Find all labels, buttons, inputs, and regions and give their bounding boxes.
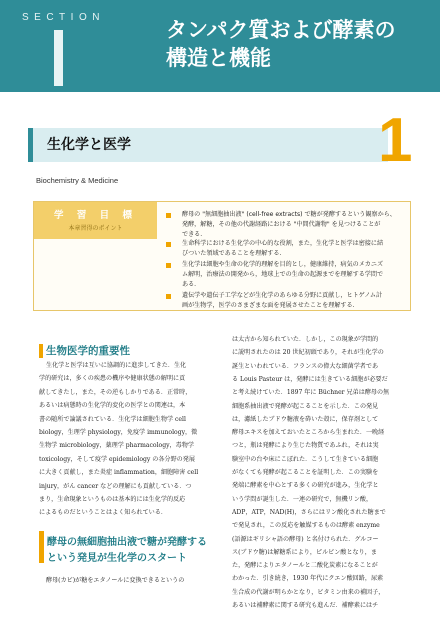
body-text-line: 酵母(カビ)が糖をエタノールに変換できるというの <box>46 577 185 584</box>
objective-line: 遺伝学や遺伝子工学などが生化学のあらゆる分野に貢献し，ヒトゲノム計 <box>182 292 383 299</box>
body-text-line: 酵母エキスを加えておいたところから生まれた．一晩経 <box>232 429 385 437</box>
body-text-line: 生合成の代謝が明らかとなり，ビタミン由来の補因子， <box>232 588 385 596</box>
section-label: SECTION <box>22 12 105 23</box>
body-text-line: で発見され，この反応を触媒するものは酵素 enzyme <box>232 522 380 530</box>
square-bullet-icon <box>166 294 171 299</box>
body-text-line: つと，瓶は発酵により生じた物質であふれ，それは実 <box>232 442 379 450</box>
objective-line: ム解明，治療法の開発から，地球上での生命の起源までを理解する学問で <box>182 271 384 278</box>
section-header <box>0 0 440 92</box>
objective-line: 生化学は細胞や生命の化学的理解を目的とし，健康維持，病気のメカニズ <box>182 261 384 268</box>
chapter-english-title: Biochemistry & Medicine <box>36 176 119 185</box>
body-text-line: ス(ブドウ糖)は解糖系により，ピルビン酸となり，ま <box>232 548 377 556</box>
body-text-line: あるいは病態時の生化学的変化の医学との関連は，本 <box>39 402 186 410</box>
body-text-line: た，発酵によりエタノールと二酸化炭素になることが <box>232 562 378 570</box>
body-text-line: によるものだということはよく知られている． <box>39 509 167 517</box>
objectives-subtitle: 本章習得のポイント <box>68 225 123 232</box>
body-text-line: 細胞系抽出液で発酵が起こることを示した．この発見 <box>232 402 379 410</box>
chapter-title: 生化学と医学 <box>47 137 131 153</box>
chapter-number: 1 <box>378 106 413 175</box>
square-bullet-icon <box>166 263 171 268</box>
body-text-line: わかった．引き続き，1930 年代にクエン酸回路，尿素 <box>232 575 384 583</box>
heading-accent-bar <box>39 344 43 358</box>
subheading-line1: 酵母の無細胞抽出液で糖が発酵する <box>47 537 207 548</box>
body-text-line: に説明されたのは 20 世紀初頭であり，それが生化学の <box>232 349 384 357</box>
body-text-line: biology，生理学 physiology，免疫学 immunology，微 <box>39 429 198 436</box>
objective-item <box>166 239 412 259</box>
section-title-line1: タンパク質および酵素の <box>166 18 396 42</box>
section-title-line2: 構造と機能 <box>166 46 271 70</box>
body-text-line: に大きく貢献し，また炎症 inflammation，細胞障害 cell <box>39 469 199 477</box>
section-roman-numeral <box>54 30 63 86</box>
body-text-line: まり，生命現象というものは基本的には生化学的反応 <box>39 496 186 503</box>
body-text-line: toxicology，そして疫学 epidemiology の各分野の発展 <box>39 455 195 463</box>
subheading-line2: という発見が生化学のスタート <box>47 553 187 564</box>
objective-line: できる. <box>182 231 203 238</box>
body-text-line: 発端に酵素を中心とする多くの研究が進み，生化学と <box>232 482 379 490</box>
objective-line: 酵母の "無細胞抽出液" (cell-free extracts) で糖が発酵するという観察から、 <box>182 211 396 218</box>
body-text-line: 験室中の台や床にこぼれた．こうして生きている細胞 <box>232 455 379 463</box>
subheading-accent-bar <box>39 531 44 563</box>
body-text-line: 生化学と医学は互いに協調的に進歩してきた．生化 <box>46 362 187 369</box>
body-text-line: 献してきたし，また，その逆もしかりである．正常時， <box>39 388 192 396</box>
body-text-line: 生物学 microbiology，薬理学 pharmacology，毒物学 <box>39 442 194 450</box>
body-text-line: いう学問が誕生した．一連の研究で，無機リン酸， <box>232 495 373 503</box>
objective-line: ある. <box>182 281 197 288</box>
chapter-title-bar <box>28 128 388 162</box>
body-text-line: と考え続けていた．1897 年に Büchner 兄弟は酵母の無 <box>232 389 390 397</box>
section-heading: 生物医学的重要性 <box>46 345 130 357</box>
objectives-title: 学 習 目 標 <box>54 210 137 221</box>
body-text-line: 書の随所で論議されている．生化学は細胞生物学 cell <box>39 415 186 423</box>
learning-objectives-box <box>33 201 411 311</box>
body-text-line: がなくても発酵が起こることを証明した．この実験を <box>232 469 379 476</box>
square-bullet-icon <box>166 242 171 247</box>
objective-item <box>166 260 412 290</box>
square-bullet-icon <box>166 213 171 218</box>
body-text-line: 誕生といわれている．フランスの偉大な細菌学者であ <box>232 362 379 370</box>
objectives-label <box>34 202 157 239</box>
objective-line: 画が生物学，医学のさまざまな面を発展させたことを理解する. <box>182 302 355 309</box>
objective-line: びついた領域であることを理解する. <box>182 250 282 257</box>
objective-line: 発酵，解糖，その他の代謝経路における "中間代謝物" を見つけることが <box>182 221 381 228</box>
body-text-line: は，濾紙したブドウ糖液を砕いた殻に，保存剤として <box>232 415 379 423</box>
objective-item <box>166 210 412 240</box>
body-text-line: injury，がん cancer などの理解にも貢献している．つ <box>39 482 192 490</box>
objective-line: 生命科学における生化学の中心的な役割，また，生化学と医学は密接に結 <box>182 240 384 247</box>
body-text-line: あるいは補酵素に関する研究も進んだ．補酵素にはチ <box>232 602 379 609</box>
objective-item <box>166 291 412 311</box>
body-text-line: る Louis Pasteur は，発酵には生きている細胞が必要だ <box>232 375 388 383</box>
body-text-line: (語源はギリシャ語の酵母) と名付けられた．グルコー <box>232 535 379 543</box>
body-text-line: は太古から知られていた．しかし，この現象が学問的 <box>232 336 379 343</box>
body-text-line: 学的研究は，多くの疾患の機序や健康状態の解明に貢 <box>39 375 186 383</box>
body-text-line: ADP，ATP，NAD(H)，さらにはリン酸化された糖まで <box>232 508 386 516</box>
